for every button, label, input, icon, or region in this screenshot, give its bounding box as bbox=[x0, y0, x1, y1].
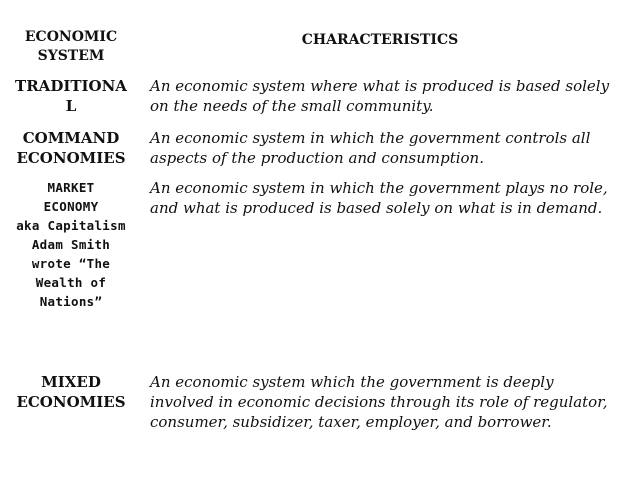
system-name-traditional bbox=[0, 76, 142, 128]
description-traditional: An economic system where what is produced is based solely on the needs of the small community. bbox=[150, 77, 610, 115]
table-row-traditional bbox=[0, 76, 610, 128]
system-name-line: L bbox=[65, 97, 77, 115]
system-name-line: ECONOMIES bbox=[16, 149, 126, 167]
description-command: An economic system in which the government controls all aspects of the production and consumption. bbox=[150, 129, 591, 167]
header-economic-system: ECONOMIC SYSTEM bbox=[24, 29, 118, 64]
economic-systems-table bbox=[0, 28, 610, 432]
system-name-line: Adam Smith bbox=[31, 237, 111, 252]
system-name-line: MIXED bbox=[41, 373, 101, 391]
description-market: An economic system in which the government plays no role, and what is produced is based solely on what is in demand. bbox=[150, 179, 608, 217]
system-name-line: COMMAND bbox=[22, 129, 120, 147]
table-row-mixed bbox=[0, 372, 610, 432]
system-name-line: Wealth of bbox=[35, 275, 107, 290]
system-name-line: wrote “The bbox=[31, 256, 111, 271]
system-name-line: TRADITIONA bbox=[15, 77, 127, 95]
table-row-market bbox=[0, 178, 610, 372]
system-name-mixed bbox=[0, 372, 142, 432]
system-name-line: MARKET bbox=[47, 180, 95, 195]
system-name-line: Nations” bbox=[39, 294, 103, 309]
table-header-row bbox=[0, 28, 610, 76]
description-mixed: An economic system which the government is deeply involved in economic decisions through its role of regulator, consumer, subsidizer, taxer, employer, and borrower. bbox=[150, 373, 608, 431]
system-name-market bbox=[0, 178, 142, 372]
table-row-command bbox=[0, 128, 610, 178]
system-name-line: aka Capitalism bbox=[16, 218, 126, 233]
system-name-command bbox=[0, 128, 142, 178]
system-name-line: ECONOMIES bbox=[16, 393, 126, 411]
header-characteristics: CHARACTERISTICS bbox=[301, 32, 459, 48]
system-name-line: ECONOMY bbox=[43, 199, 99, 214]
